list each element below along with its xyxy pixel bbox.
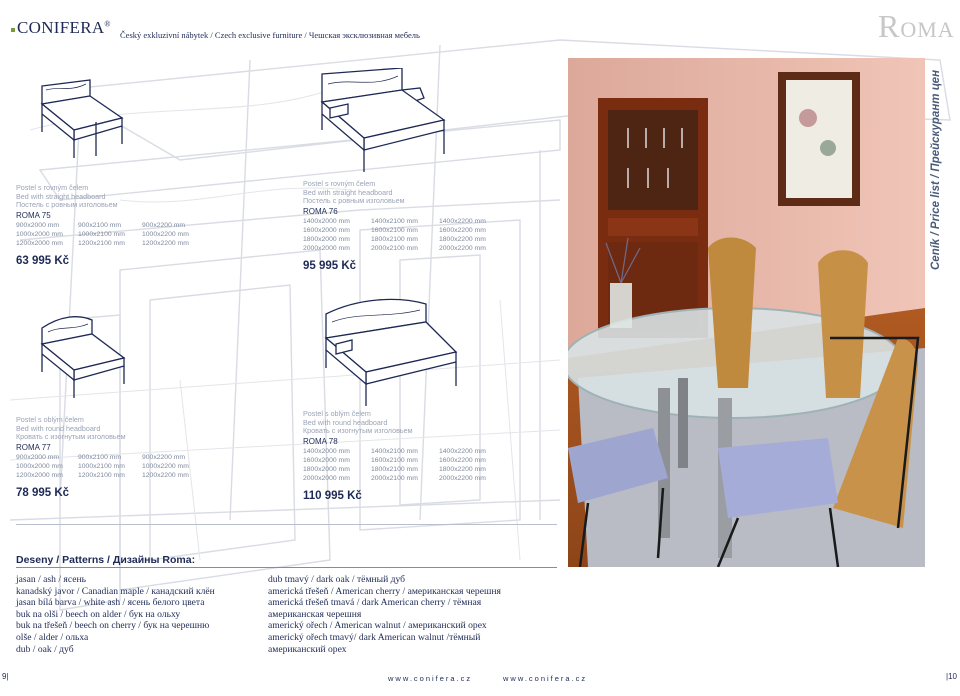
brand-tagline: Český exkluzivní nábytek / Czech exclusive furniture / Чешская эксклюзивная мебель <box>120 30 420 40</box>
product-roma-78 <box>303 410 507 502</box>
product-description: Postel s oblým čelem Bed with round headboard Кровать с изогнутым изголовьем <box>303 409 413 436</box>
patterns-underline <box>16 567 557 568</box>
pattern-item: americká třešeň tmavá / dark American cherry / тёмная <box>268 597 482 609</box>
product-price: 95 995 Kč <box>303 259 357 272</box>
bed-illustration-roma-78 <box>318 296 460 411</box>
logo-mark <box>11 28 15 32</box>
pattern-item: olše / alder / ольха <box>16 631 89 643</box>
product-description: Postel s rovným čelem Bed with straight headboard Постель с ровным изголовьем <box>16 183 118 210</box>
patterns-list-left <box>16 574 215 655</box>
page-number-left: 9| <box>2 672 9 681</box>
product-name: ROMA 76 <box>303 206 338 216</box>
dining-room-photo <box>568 58 925 567</box>
product-price: 78 995 Kč <box>16 487 70 500</box>
pattern-item: kanadský javor / Canadian maple / канадский клён <box>16 585 215 597</box>
pattern-item: американский орех <box>268 643 347 655</box>
price-list-label: Ceník / Price list / Прейскурант цен <box>930 69 942 270</box>
product-roma-76 <box>303 180 507 272</box>
pattern-item: jasan / ash / ясень <box>16 574 86 585</box>
bed-illustration-roma-77 <box>30 312 132 402</box>
product-description: Postel s oblým čelem Bed with round headboard Кровать с изогнутым изголовьем <box>16 415 126 442</box>
patterns-list-right <box>268 574 501 655</box>
pattern-item: dub tmavý / dark oak / тёмный дуб <box>268 574 406 585</box>
patterns-heading: Deseny / Patterns / Дизайны Roma: <box>16 554 196 566</box>
brand-logo: CONIFERA® <box>17 18 111 37</box>
size-list: 1400x2000 mm 1400x2100 mm 1400x2200 mm 1600x2000 mm 1600x2100 mm 1600x2200 mm 1800x2000 mm 1800x2100 mm 1800x2200 mm 2000x2000 mm 2000x2100 mm 2000x2200 mm <box>303 447 486 483</box>
website-url-left[interactable]: www.conifera.cz <box>388 674 473 683</box>
product-description: Postel s rovným čelem Bed with straight headboard Постель с ровным изголовьем <box>303 179 405 206</box>
pattern-item: buk na olši / beech on alder / бук на ольху <box>16 608 181 620</box>
pattern-item: buk na třešeň / beech on cherry / бук на черешню <box>16 620 210 632</box>
pattern-item: americká třešeň / American cherry / американская черешня <box>268 585 501 597</box>
product-roma-77 <box>16 416 206 499</box>
size-list: 900x2000 mm 900x2100 mm 900x2200 mm 1000x2000 mm 1000x2100 mm 1000x2200 mm 1200x2000 mm 1200x2100 mm 1200x2200 mm <box>16 221 189 248</box>
product-name: ROMA 78 <box>303 436 338 446</box>
pattern-item: американская черешня <box>268 608 362 620</box>
bed-illustration-roma-76 <box>312 68 450 178</box>
page-number-right: |10 <box>946 672 957 681</box>
website-url-right[interactable]: www.conifera.cz <box>503 674 588 683</box>
size-list: 1400x2000 mm 1400x2100 mm 1400x2200 mm 1600x2000 mm 1600x2100 mm 1600x2200 mm 1800x2000 mm 1800x2100 mm 1800x2200 mm 2000x2000 mm 2000x2100 mm 2000x2200 mm <box>303 217 486 253</box>
section-divider <box>16 524 557 525</box>
pattern-item: jasan bílá barva / white ash / ясень белого цвета <box>16 597 205 609</box>
size-list: 900x2000 mm 900x2100 mm 900x2200 mm 1000x2000 mm 1000x2100 mm 1000x2200 mm 1200x2000 mm 1200x2100 mm 1200x2200 mm <box>16 453 189 480</box>
product-roma-75 <box>16 184 206 267</box>
pattern-item: dub / oak / дуб <box>16 643 74 655</box>
product-name: ROMA 77 <box>16 442 51 452</box>
product-price: 63 995 Kč <box>16 255 70 268</box>
pattern-item: americký ořech tmavý/ dark American walnut /тёмный <box>268 631 481 643</box>
collection-title: ROMA <box>878 8 955 44</box>
product-price: 110 995 Kč <box>303 489 362 502</box>
pattern-item: americký ořech / American walnut / американский орех <box>268 620 487 632</box>
bed-illustration-roma-75 <box>30 78 130 163</box>
product-name: ROMA 75 <box>16 210 51 220</box>
